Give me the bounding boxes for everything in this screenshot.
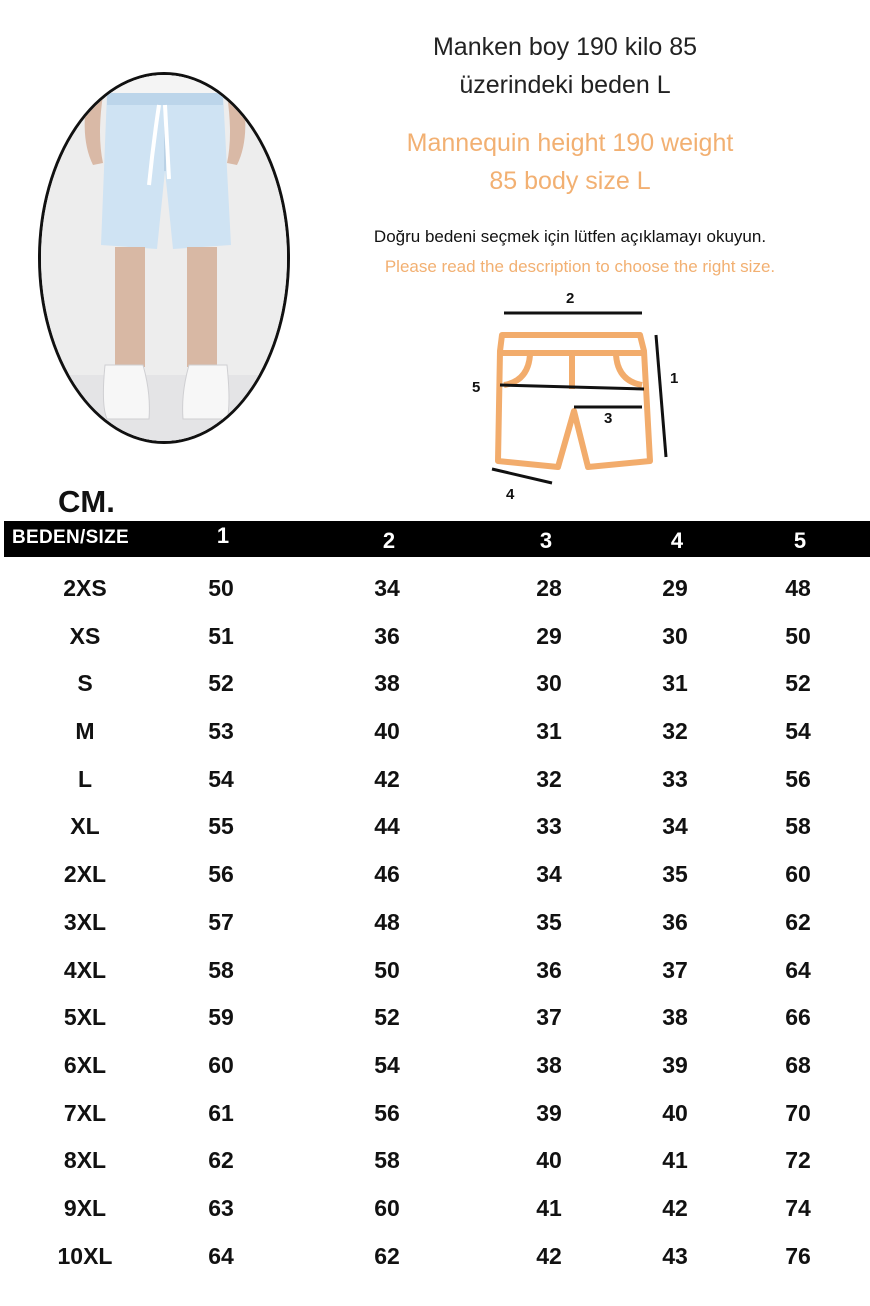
mannequin-info-tr-line2: üzerindeki beden L: [459, 71, 671, 99]
measurement-cell-4: 37: [662, 956, 688, 983]
measurement-cell-4: 29: [662, 575, 688, 601]
measurement-cell-1: 60: [208, 1051, 234, 1078]
mannequin-info-en: [330, 124, 810, 200]
measurement-cell-5: 50: [785, 622, 811, 649]
table-row: [0, 615, 870, 663]
right-pocket: [616, 355, 642, 385]
measurement-cell-3: 31: [536, 718, 562, 745]
size-cell: 2XL: [63, 861, 107, 888]
table-row: [0, 1187, 870, 1235]
measurement-cell-3: 39: [536, 1099, 562, 1126]
measurement-cell-4: 32: [662, 718, 688, 745]
measurement-cell-2: 34: [374, 575, 400, 601]
diagram-label-5: 5: [472, 379, 481, 396]
measurement-cell-4: 42: [662, 1194, 688, 1221]
table-row: [0, 1235, 870, 1283]
measurement-cell-1: 52: [208, 670, 234, 697]
measurement-cell-3: 40: [536, 1147, 562, 1174]
measurement-cell-2: 58: [374, 1147, 400, 1174]
measurement-cell-5: 58: [785, 813, 811, 840]
table-row: [0, 710, 870, 758]
measurement-cell-4: 33: [662, 765, 688, 792]
measurement-cell-1: 54: [208, 765, 234, 792]
measurement-cell-2: 36: [374, 622, 400, 649]
table-row: [0, 567, 870, 615]
size-cell: M: [75, 718, 95, 745]
table-row: [0, 1139, 870, 1187]
measurement-cell-2: 44: [374, 813, 400, 840]
table-row: [0, 758, 870, 806]
measurement-cell-1: 50: [208, 575, 234, 601]
measurement-cell-1: 57: [208, 908, 234, 935]
measure-line-4: [492, 469, 552, 483]
measurement-cell-3: 35: [536, 908, 562, 935]
measurement-cell-2: 50: [374, 956, 400, 983]
size-cell: 3XL: [63, 908, 107, 935]
measurement-cell-3: 41: [536, 1194, 562, 1221]
measurement-cell-2: 54: [374, 1051, 400, 1078]
measurement-cell-1: 59: [208, 1004, 234, 1031]
diagram-label-3: 3: [604, 410, 613, 427]
size-cell: 6XL: [63, 1051, 107, 1078]
measurement-cell-5: 52: [785, 670, 811, 697]
measurement-cell-4: 36: [662, 908, 688, 935]
measurement-cell-3: 38: [536, 1051, 562, 1078]
mannequin-info-tr-line1: Manken boy 190 kilo 85: [432, 33, 698, 61]
measurement-cell-3: 32: [536, 765, 562, 792]
measurement-cell-2: 48: [374, 908, 400, 935]
measure-line-5: [500, 385, 644, 389]
measurement-cell-3: 33: [536, 813, 562, 840]
measurement-cell-1: 63: [208, 1194, 234, 1221]
mannequin-info-tr: [330, 28, 800, 104]
size-table-header: [4, 521, 870, 557]
table-row: [0, 1044, 870, 1092]
measurement-cell-5: 76: [785, 1242, 811, 1269]
column-header-5: 5: [793, 528, 807, 553]
size-cell: S: [77, 670, 93, 697]
size-cell: 4XL: [63, 956, 107, 983]
measurement-cell-4: 30: [662, 622, 688, 649]
measurement-cell-2: 46: [374, 861, 400, 888]
measurement-cell-3: 30: [536, 670, 562, 697]
table-row: [0, 853, 870, 901]
measurement-cell-2: 42: [374, 765, 400, 792]
size-cell: XS: [69, 622, 101, 649]
size-note-en: Please read the description to choose the right size.: [384, 257, 776, 276]
size-cell: 5XL: [63, 1004, 107, 1031]
measurement-cell-5: 54: [785, 718, 811, 745]
measurement-cell-1: 51: [208, 622, 234, 649]
column-header-4: 4: [670, 528, 684, 553]
measurement-cell-5: 48: [785, 575, 811, 601]
measurement-cell-1: 61: [208, 1099, 234, 1126]
measurement-cell-4: 40: [662, 1099, 688, 1126]
measurement-cell-2: 52: [374, 1004, 400, 1031]
measurement-cell-1: 64: [208, 1242, 234, 1269]
size-note-tr: Doğru bedeni seçmek için lütfen açıklamayı okuyun.: [373, 227, 767, 246]
mannequin-info-en-line2: 85 body size L: [489, 167, 651, 195]
table-row: [0, 996, 870, 1044]
measurement-cell-3: 28: [536, 575, 562, 601]
diagram-label-2: 2: [566, 290, 575, 307]
measurement-cell-5: 66: [785, 1004, 811, 1031]
measurement-cell-5: 74: [785, 1194, 811, 1221]
table-row: [0, 901, 870, 949]
measurement-cell-4: 38: [662, 1004, 688, 1031]
measurement-cell-4: 31: [662, 670, 688, 697]
mannequin-info-en-line1: Mannequin height 190 weight: [406, 129, 734, 157]
shorts-measurement-diagram: [460, 285, 700, 510]
unit-label: CM.: [58, 484, 115, 519]
measurement-cell-3: 29: [536, 622, 562, 649]
left-pocket: [504, 355, 530, 385]
column-header-2: 2: [382, 528, 396, 553]
measurement-cell-1: 56: [208, 861, 234, 888]
measurement-cell-4: 35: [662, 861, 688, 888]
measurement-cell-5: 64: [785, 956, 811, 983]
measurement-cell-4: 43: [662, 1242, 688, 1269]
size-cell: L: [77, 765, 93, 792]
measurement-cell-5: 68: [785, 1051, 811, 1078]
measurement-cell-3: 37: [536, 1004, 562, 1031]
measurement-cell-1: 62: [208, 1147, 234, 1174]
column-header-1: 1: [216, 523, 230, 548]
measurement-cell-4: 41: [662, 1147, 688, 1174]
size-cell: XL: [70, 813, 100, 840]
measurement-cell-5: 70: [785, 1099, 811, 1126]
measurement-cell-5: 60: [785, 861, 811, 888]
measurement-cell-3: 34: [536, 861, 562, 888]
size-cell: 7XL: [63, 1099, 107, 1126]
size-column-header: BEDEN/SIZE: [12, 527, 130, 548]
measure-line-1: [656, 335, 666, 457]
column-header-3: 3: [539, 528, 553, 553]
measurement-cell-2: 60: [374, 1194, 400, 1221]
measurement-cell-2: 62: [374, 1242, 400, 1269]
model-shorts-illustration: [41, 75, 287, 441]
table-row: [0, 662, 870, 710]
model-photo: [38, 72, 290, 444]
measurement-cell-2: 56: [374, 1099, 400, 1126]
table-row: [0, 805, 870, 853]
measurement-cell-5: 62: [785, 908, 811, 935]
size-table-body: [0, 567, 870, 1282]
diagram-label-1: 1: [670, 370, 679, 387]
size-cell: 9XL: [63, 1194, 107, 1221]
measurement-cell-2: 40: [374, 718, 400, 745]
table-row: [0, 1092, 870, 1140]
size-cell: 8XL: [63, 1147, 107, 1174]
measurement-cell-1: 58: [208, 956, 234, 983]
measurement-cell-4: 39: [662, 1051, 688, 1078]
measurement-cell-1: 53: [208, 718, 234, 745]
measurement-cell-5: 56: [785, 765, 811, 792]
size-cell: 10XL: [57, 1242, 113, 1269]
measurement-cell-3: 36: [536, 956, 562, 983]
size-cell: 2XS: [63, 575, 107, 601]
table-row: [0, 949, 870, 997]
measurement-cell-3: 42: [536, 1242, 562, 1269]
measurement-cell-2: 38: [374, 670, 400, 697]
measurement-cell-4: 34: [662, 813, 688, 840]
measurement-cell-1: 55: [208, 813, 234, 840]
measurement-cell-5: 72: [785, 1147, 811, 1174]
diagram-label-4: 4: [506, 486, 515, 503]
